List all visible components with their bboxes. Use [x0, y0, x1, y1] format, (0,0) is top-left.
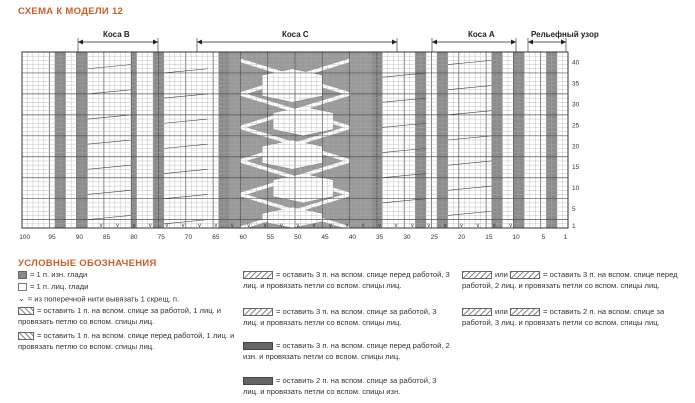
crossed-stitch-mark: v	[460, 223, 464, 230]
crossed-stitch-mark: v	[165, 223, 169, 230]
crossed-stitch-mark: v	[476, 223, 480, 230]
row-number: 10	[572, 185, 580, 193]
bracket-arrow	[392, 40, 397, 45]
bracket-label-c: Коса С	[282, 30, 309, 39]
row-number: 40	[572, 59, 580, 67]
bracket-arrow	[153, 40, 158, 45]
cable-purl-front-icon	[243, 342, 273, 350]
legend-item-knit: = 1 п. лиц. глади	[18, 282, 238, 293]
cable-alt-2a-icon	[462, 308, 492, 316]
crossed-stitch-mark: v	[328, 223, 332, 230]
crossed-stitch-mark: v	[378, 223, 382, 230]
legend-item-purl: = 1 п. изн. глади	[18, 270, 238, 281]
cable-alt-1b-icon	[510, 271, 540, 279]
legend-title: УСЛОВНЫЕ ОБОЗНАЧЕНИЯ	[18, 258, 157, 269]
legend-item-cable-purl-front: = оставить 3 п. на вспом. спице перед работой, 2 изн. и провязать петли со вспом. спицы лиц.	[243, 341, 450, 361]
stitch-number: 85	[103, 234, 111, 241]
chart-title: СХЕМА К МОДЕЛИ 12	[18, 6, 124, 17]
row-number: 25	[572, 122, 580, 130]
crossed-stitch-mark: v	[509, 223, 513, 230]
cable-3x3-back-icon	[243, 308, 273, 316]
stitch-number: 10	[512, 234, 520, 241]
crossed-stitch-mark: v	[247, 223, 251, 230]
crossed-stitch-mark: v	[410, 223, 414, 230]
bracket-arrow	[561, 40, 566, 45]
stitch-number: 90	[75, 234, 83, 241]
cable-3x3-front-icon	[243, 271, 273, 279]
row-number: 15	[572, 164, 580, 172]
stitch-number: 35	[376, 234, 384, 241]
crossed-stitch-mark: v	[214, 223, 218, 230]
bracket-arrow	[197, 40, 202, 45]
cable-alt-1a-icon	[462, 271, 492, 279]
stitch-number: 55	[266, 234, 275, 241]
bracket-arrow	[528, 40, 533, 45]
row-number: 5	[572, 206, 576, 214]
crossed-stitch-icon: ⌄	[18, 294, 25, 303]
cable-purl-back-icon	[243, 377, 273, 385]
bracket-arrow	[78, 40, 83, 45]
stitch-number: 65	[212, 234, 220, 241]
stitch-number: 80	[130, 234, 138, 241]
purl-symbol-icon	[18, 271, 27, 279]
stitch-number: 5	[541, 234, 546, 241]
stitch-number: 95	[48, 234, 56, 241]
crossed-stitch-mark: v	[443, 223, 447, 230]
crossed-stitch-mark: v	[99, 223, 103, 230]
bracket-arrow	[511, 40, 516, 45]
legend-item-crossed: ⌄ = из поперечной нити вывязать 1 скрещ. п.	[18, 294, 180, 304]
crossed-stitch-mark: v	[361, 223, 365, 230]
crossed-stitch-mark: v	[230, 223, 234, 230]
stitch-number: 100	[19, 234, 31, 241]
cross-back-icon	[18, 307, 34, 315]
legend-item-cable-alt-1: или = оставить 3 п. на вспом. спице перед работой, 2 лиц. и провязать петли со вспом. спицы лиц.	[462, 270, 678, 290]
cable-alt-2b-icon	[510, 308, 540, 316]
cross-front-icon	[18, 332, 34, 340]
row-number: 35	[572, 80, 580, 88]
crossed-stitch-mark: v	[132, 223, 136, 230]
crossed-stitch-mark: v	[427, 223, 431, 230]
stitch-number: 20	[457, 234, 466, 241]
row-number: 30	[572, 101, 580, 109]
row-number: 1	[572, 222, 576, 230]
bracket-label-b: Коса В	[103, 30, 130, 39]
crossed-stitch-mark: v	[181, 223, 185, 230]
stitch-number: 25	[430, 234, 438, 241]
stitch-number: 70	[184, 234, 193, 241]
stitch-number: 30	[403, 234, 411, 241]
stitch-number: 1	[563, 234, 568, 241]
stitch-number: 50	[294, 234, 302, 241]
crossed-stitch-mark: v	[263, 223, 267, 230]
legend-item-cable3-front: = оставить 3 п. на вспом. спице перед работой, 3 лиц. и провязать петли со вспом. спицы лиц.	[243, 270, 450, 290]
legend-item-cable-alt-2: или = оставить 2 п. на вспом. спице за работой, 3 лиц. и провязать петли со вспом. спицы лиц.	[462, 307, 665, 327]
crossed-stitch-mark: v	[116, 223, 120, 230]
stitch-number: 15	[485, 234, 493, 241]
crossed-stitch-mark: v	[345, 223, 349, 230]
stitch-number: 60	[239, 234, 247, 241]
row-number: 20	[572, 143, 580, 151]
crossed-stitch-mark: v	[394, 223, 398, 230]
knit-symbol-icon	[18, 283, 27, 291]
legend-item-cross-back: = оставить 1 п. на вспом. спице за работой, 1 лиц. и провязать петлю со вспом. спицы лиц.	[18, 306, 222, 326]
legend-item-cross-front: = оставить 1 п. на вспом. спице перед работой, 1 лиц. и провязать петлю со вспом. спицы лиц.	[18, 331, 235, 351]
legend-item-cable-purl-back: = оставить 2 п. на вспом. спице за работой, 3 лиц. и провязать петли со вспом. спицы изн.	[243, 376, 437, 396]
crossed-stitch-mark: v	[197, 223, 201, 230]
bracket-label-a: Коса А	[468, 30, 495, 39]
stitch-number: 40	[348, 234, 356, 241]
crossed-stitch-mark: v	[148, 223, 152, 230]
bracket-label-relief: Рельефный узор	[531, 30, 599, 39]
stitch-number: 75	[157, 234, 165, 241]
stitch-number: 45	[321, 234, 329, 241]
legend-item-cable3-back: = оставить 3 п. на вспом. спице за работой, 3 лиц. и провязать петли со вспом. спицы лиц.	[243, 307, 437, 327]
bracket-arrow	[432, 40, 437, 45]
crossed-stitch-mark: v	[279, 223, 283, 230]
crossed-stitch-mark: v	[492, 223, 496, 230]
crossed-stitch-mark: v	[312, 223, 316, 230]
crossed-stitch-mark: v	[296, 223, 300, 230]
